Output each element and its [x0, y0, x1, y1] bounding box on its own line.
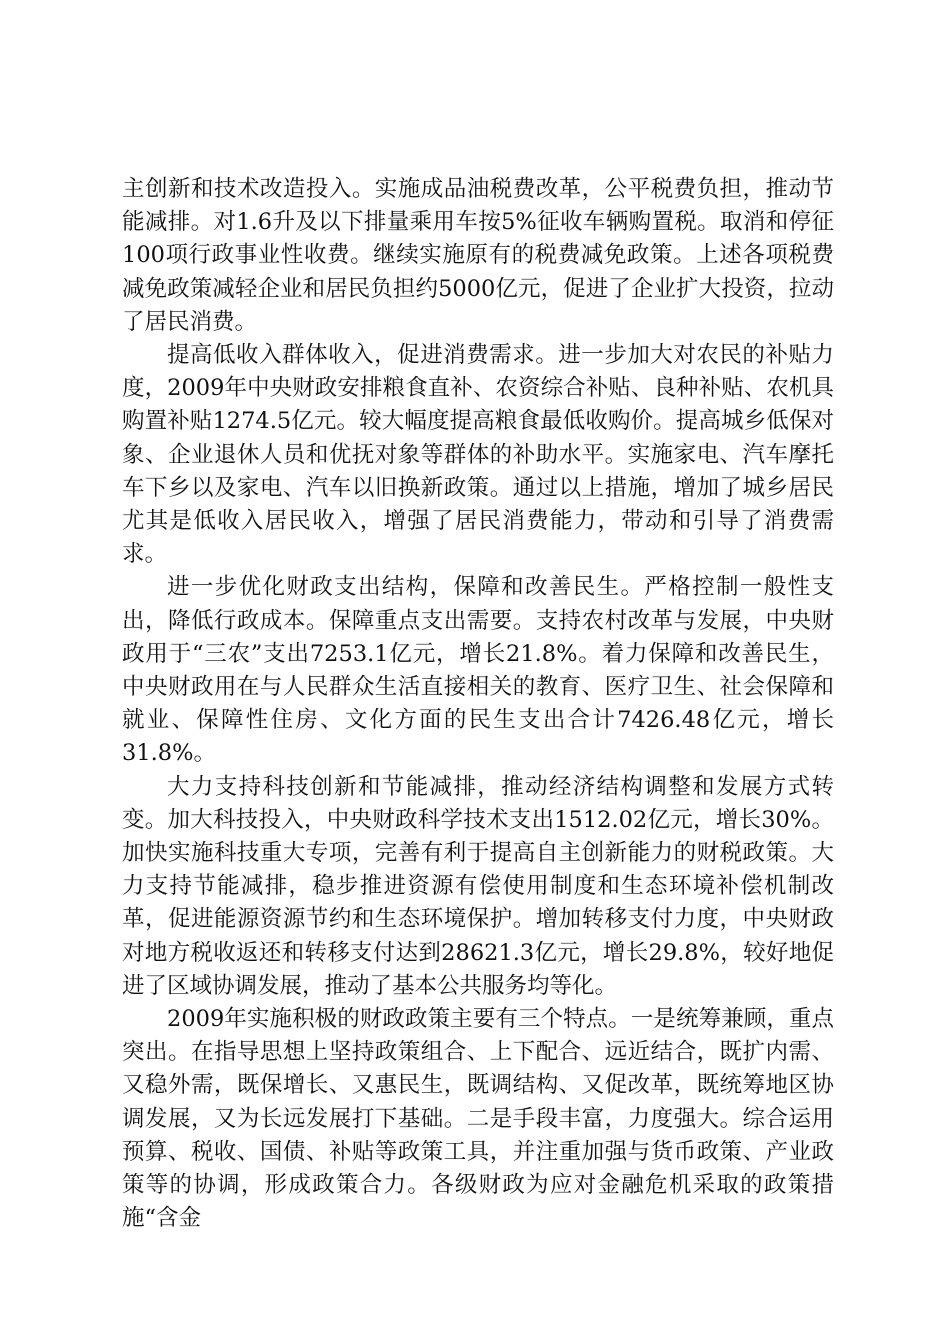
- paragraph-expenditure-structure: 进一步优化财政支出结构，保障和改善民生。严格控制一般性支出，降低行政成本。保障重点支出需要。支持农村改革与发展，中央财政用于“三农”支出7253.1亿元，增长21.8%。着力保障和改善民生，中央财政用在与人民群众生活直接相关的教育、医疗卫生、社会保障和就业、保障性住房、文化方面的民生支出合计7426.48亿元，增长31.8%。: [122, 574, 834, 767]
- paragraph-policy-features: 2009年实施积极的财政政策主要有三个特点。一是统筹兼顾，重点突出。在指导思想上坚持政策组合、上下配合、远近结合，既扩内需、又稳外需，既保增长、又惠民生，既调结构、又促改革，既统筹地区协调发展，又为长远发展打下基础。二是手段丰富，力度强大。综合运用预算、税收、国债、补贴等政策工具，并注重加强与货币政策、产业政策等的协调，形成政策合力。各级财政为应对金融危机采取的政策措施“含金: [122, 1006, 834, 1232]
- document-body: [122, 173, 834, 1236]
- paragraph-technology-innovation: 大力支持科技创新和节能减排，推动经济结构调整和发展方式转变。加大科技投入，中央财政科学技术支出1512.02亿元，增长30%。加快实施科技重大专项，完善有利于提高自主创新能力的财税政策。大力支持节能减排，稳步推进资源有偿使用制度和生态环境补偿机制改革，促进能源资源节约和生态环境保护。增加转移支付力度，中央财政对地方税收返还和转移支付达到28621.3亿元，增长29.8%，较好地促进了区域协调发展，推动了基本公共服务均等化。: [122, 773, 834, 999]
- paragraph-low-income: 提高低收入群体收入，促进消费需求。进一步加大对农民的补贴力度，2009年中央财政安排粮食直补、农资综合补贴、良种补贴、农机具购置补贴1274.5亿元。较大幅度提高粮食最低收购价。提高城乡低保对象、企业退休人员和优抚对象等群体的补助水平。实施家电、汽车摩托车下乡以及家电、汽车以旧换新政策。通过以上措施，增加了城乡居民尤其是低收入居民收入，增强了居民消费能力，带动和引导了消费需求。: [122, 342, 834, 568]
- paragraph-continued: 主创新和技术改造投入。实施成品油税费改革，公平税费负担，推动节能减排。对1.6升及以下排量乘用车按5%征收车辆购置税。取消和停征100项行政事业性收费。继续实施原有的税费减免政策。上述各项税费减免政策减轻企业和居民负担约5000亿元，促进了企业扩大投资，拉动了居民消费。: [122, 176, 834, 335]
